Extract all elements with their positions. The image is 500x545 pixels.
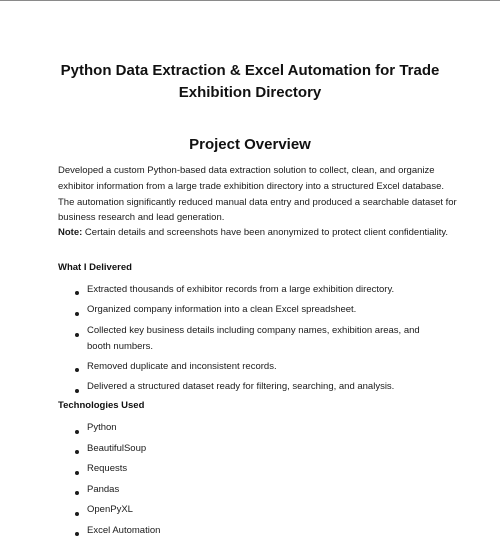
- bullet-icon: [75, 471, 79, 475]
- bullet-icon: [75, 389, 79, 393]
- bullet-icon: [75, 512, 79, 516]
- bullet-icon: [75, 430, 79, 434]
- list-item-text: OpenPyXL: [87, 504, 133, 515]
- technologies-heading: Technologies Used: [58, 400, 145, 411]
- list-item-text: BeautifulSoup: [87, 443, 147, 454]
- list-item-text: Pandas: [87, 484, 120, 495]
- bullet-icon: [75, 532, 79, 536]
- list-item-text: Extracted thousands of exhibitor records from a large exhibition directory.: [87, 284, 395, 295]
- document-title: Python Data Extraction & Excel Automation for Trade Exhibition Directory: [60, 62, 440, 101]
- bullet-icon: [75, 312, 79, 316]
- list-item-text: Python: [87, 422, 117, 433]
- bullet-icon: [75, 291, 79, 295]
- section-title: Project Overview: [189, 136, 311, 153]
- delivered-heading: What I Delivered: [58, 262, 132, 273]
- note-text: Certain details and screenshots have been anonymized to protect client confidentiality.: [82, 227, 449, 238]
- note-paragraph: [58, 225, 458, 241]
- top-divider: [0, 0, 500, 1]
- list-item-text: Organized company information into a clean Excel spreadsheet.: [87, 304, 357, 315]
- note-label: Note:: [58, 227, 83, 238]
- bullet-icon: [75, 450, 79, 454]
- list-item-text: Collected key business details including company names, exhibition areas, and booth numbers.: [87, 325, 420, 352]
- list-item-text: Delivered a structured dataset ready for filtering, searching, and analysis.: [87, 381, 395, 392]
- list-item-text: Requests: [87, 463, 128, 474]
- bullet-icon: [75, 333, 79, 337]
- list-item-text: Removed duplicate and inconsistent records.: [87, 361, 277, 372]
- intro-paragraph: Developed a custom Python-based data extraction solution to collect, clean, and organize exhibitor information from a large trade exhibition directory into a structured Excel database. The automation significantly reduced manual data entry and produced a searchable dataset for business research and lead generation.: [58, 165, 457, 224]
- list-item-text: Excel Automation: [87, 525, 161, 536]
- bullet-icon: [75, 368, 79, 372]
- bullet-icon: [75, 491, 79, 495]
